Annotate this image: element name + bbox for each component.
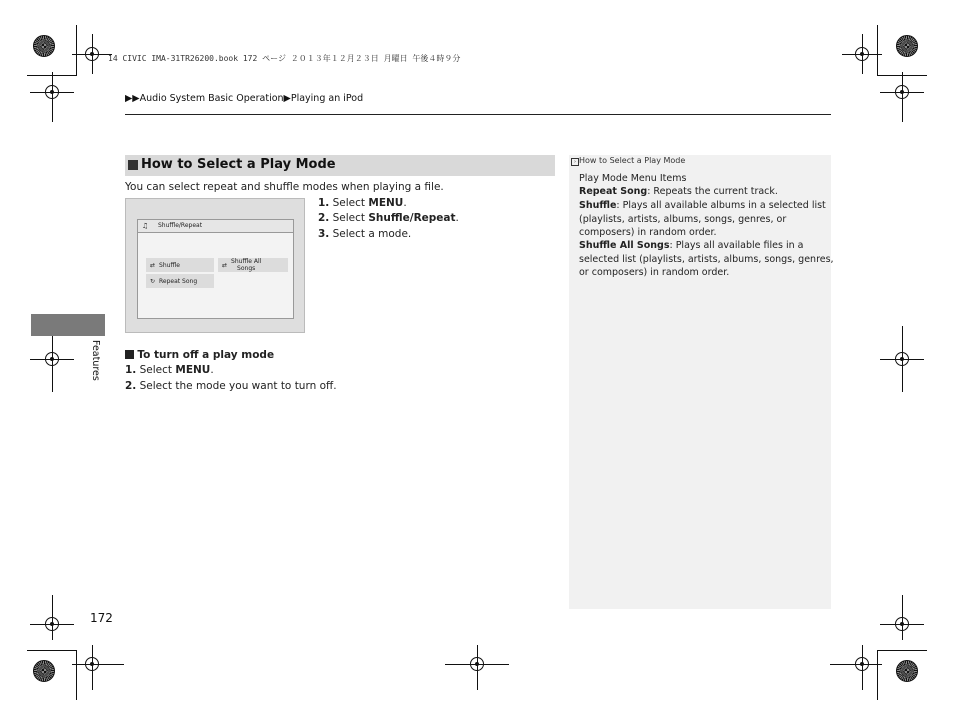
shuffle-icon: ⇄ <box>150 261 156 269</box>
breadcrumb-item: Audio System Basic Operation <box>139 93 284 104</box>
chapter-tab-label: Features <box>90 340 101 381</box>
page-number: 172 <box>90 611 113 625</box>
screen-illustration <box>125 198 305 333</box>
note-repeat-song: Repeat Song: Repeats the current track. <box>579 186 778 197</box>
section-intro: You can select repeat and shuffle modes when playing a file. <box>125 181 444 193</box>
notes-ref-title: › How to Select a Play Mode <box>571 156 685 166</box>
step-item: 1. Select MENU. <box>125 364 214 376</box>
notes-heading: Play Mode Menu Items <box>579 173 687 184</box>
breadcrumb-item: Playing an iPod <box>290 93 364 104</box>
note-shuffle-all-songs: Shuffle All Songs: Plays all available files in a selected list (playlists, artists, albums, songs, genres, or composers) in random order. <box>579 240 834 278</box>
breadcrumb-arrows: ▶▶ <box>125 93 140 104</box>
step-item: 2. Select Shuffle/Repeat. <box>318 212 459 224</box>
color-registration-mark <box>33 35 55 57</box>
notes-sidebar <box>569 155 834 609</box>
reference-icon: › <box>571 158 579 166</box>
music-note-icon: ♫ <box>142 222 149 230</box>
display-screen <box>137 219 294 319</box>
chapter-tab <box>31 314 105 336</box>
screen-title: Shuffle/Repeat <box>158 222 203 229</box>
breadcrumb <box>125 93 363 104</box>
section-title: How to Select a Play Mode <box>141 157 336 172</box>
screen-title-bar <box>138 220 293 233</box>
step-item: 1. Select MENU. <box>318 197 407 209</box>
step-item: 3. Select a mode. <box>318 228 412 240</box>
header-rule <box>125 114 831 115</box>
color-registration-mark <box>896 660 918 682</box>
shuffle-all-songs-option: ⇄ Shuffle All Songs <box>218 258 288 272</box>
subsection-title: To turn off a play mode <box>125 349 274 361</box>
note-shuffle: Shuffle: Plays all available albums in a selected list (playlists, artists, albums, songs, genres, or composers) in random order. <box>579 200 826 238</box>
square-bullet-icon <box>125 350 134 359</box>
print-header: 14 CIVIC IMA-31TR26200.book 172 ページ ２０１３年１２月２３日 月曜日 午後４時９分 <box>108 54 461 63</box>
repeat-song-option: ↻ Repeat Song <box>146 274 214 288</box>
repeat-icon: ↻ <box>150 277 156 285</box>
shuffle-option: ⇄ Shuffle <box>146 258 214 272</box>
shuffle-icon: ⇄ <box>222 261 228 269</box>
color-registration-mark <box>896 35 918 57</box>
square-bullet-icon <box>128 160 138 170</box>
color-registration-mark <box>33 660 55 682</box>
section-heading <box>125 155 555 176</box>
step-item: 2. Select the mode you want to turn off. <box>125 380 337 392</box>
breadcrumb-separator: ▶ <box>283 93 291 104</box>
